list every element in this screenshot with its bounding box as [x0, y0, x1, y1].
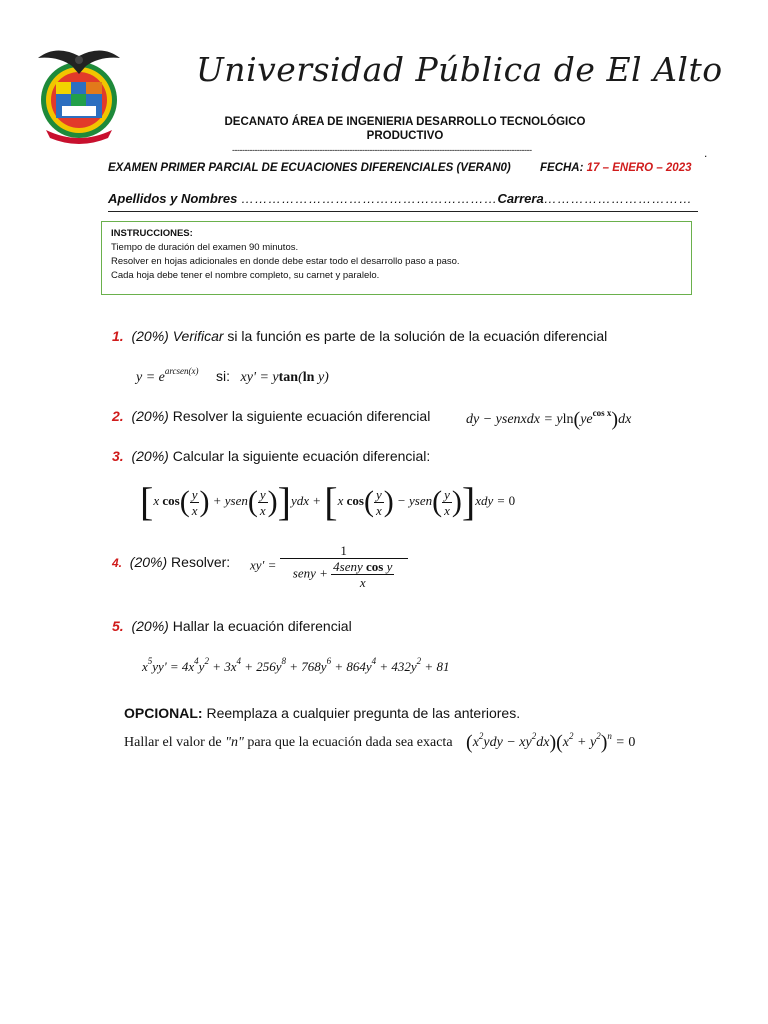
question-percent: (20%) — [129, 554, 168, 570]
equation-1: $y = e^{arcsen(x)}$ si: xy' = ytan(ln y) — [136, 366, 329, 385]
optional-text-b: para que la ecuación dada sea exacta — [243, 735, 453, 750]
university-seal-icon — [36, 38, 122, 146]
question-text: Resolver la siguiente ecuación diferencial — [168, 408, 431, 424]
exam-title: EXAMEN PRIMER PARCIAL DE ECUACIONES DIFERENCIALES (VERAN0) — [108, 162, 511, 174]
instruction-line: Cada hoja debe tener el nombre completo, su carnet y paralelo. — [111, 270, 380, 281]
optional-label: OPCIONAL: — [124, 705, 203, 721]
question-percent: (20%) — [131, 408, 169, 424]
question-number: 3. — [112, 448, 124, 464]
instruction-line: Resolver en hojas adicionales en donde debe estar todo el desarrollo paso a paso. — [111, 256, 460, 267]
equation-4: xy' = 1 seny + $\frac{\text{4seny cos y}}{x}$ — [250, 543, 408, 590]
question-verb: Verificar — [172, 328, 224, 344]
exam-title-line — [108, 162, 698, 174]
equation-5: $x^5yy' = 4x^4y^2 + 3x^4 + 256y^8 + 768y^6 + 864y^4 + 432y^2 + 81$ — [142, 656, 450, 674]
equation-optional: $(x^2ydy - xy^2dx)(x^2 + y^2)^n = 0$ — [466, 731, 636, 754]
question-percent: (20%) — [131, 448, 169, 464]
question-3 — [112, 448, 430, 464]
instruction-line: Tiempo de duración del examen 90 minutos. — [111, 242, 299, 253]
question-5 — [112, 618, 352, 634]
instructions-box — [101, 221, 692, 295]
names-label: Apellidos y Nombres — [108, 191, 238, 206]
fecha-value: 17 – ENERO – 2023 — [586, 162, 692, 174]
optional-question — [124, 731, 635, 754]
question-1 — [112, 328, 607, 344]
optional-n: "n" — [225, 735, 244, 750]
header-dot: . — [704, 146, 708, 160]
question-4 — [112, 554, 230, 570]
optional-text-a: Hallar el valor de — [124, 735, 226, 750]
question-percent: (20%) — [131, 618, 169, 634]
fecha-label: FECHA: — [540, 162, 584, 174]
equation-3: [x cos( $\frac{y}{x}$ ) + ysen( $\frac{y}{x}$ )]ydx + [x cos( $\frac{y}{x}$ ) − ysen( $\frac{y}{x}$ )]xdy = 0 — [140, 479, 516, 524]
carrera-label: Carrera — [497, 191, 544, 206]
question-text: Calcular la siguiente ecuación diferencial: — [168, 448, 431, 464]
question-text: Resolver: — [167, 554, 231, 570]
question-number: 2. — [112, 408, 124, 424]
question-number: 4. — [112, 556, 123, 570]
names-fill: ………………………………………………… — [240, 191, 498, 206]
dash-separator: ------------------------------------------------------------------------------------------------------------------------ — [232, 145, 532, 155]
question-text: Hallar la ecuación diferencial — [168, 618, 352, 634]
university-name: Universidad Pública de El Alto — [196, 50, 723, 89]
question-percent: (20%) — [131, 328, 169, 344]
optional-line — [124, 705, 520, 721]
question-1-si: si: — [216, 368, 231, 384]
question-number: 5. — [112, 618, 124, 634]
question-number: 1. — [112, 328, 124, 344]
department-line-1: DECANATO ÁREA DE INGENIERIA DESARROLLO TECNOLÓGICO — [224, 116, 586, 128]
instructions-title: INSTRUCCIONES: — [111, 228, 193, 239]
question-2 — [112, 408, 430, 424]
carrera-fill: …………………………… — [543, 191, 693, 206]
student-info-line — [108, 191, 698, 212]
question-text: si la función es parte de la solución de la ecuación diferencial — [223, 328, 608, 344]
exam-date — [540, 162, 692, 174]
equation-2: dy − ysenxdx = $yln(ye^{cos x})dx$ — [466, 408, 632, 431]
optional-text: Reemplaza a cualquier pregunta de las anteriores. — [202, 705, 521, 721]
department-line-2: PRODUCTIVO — [366, 130, 444, 142]
